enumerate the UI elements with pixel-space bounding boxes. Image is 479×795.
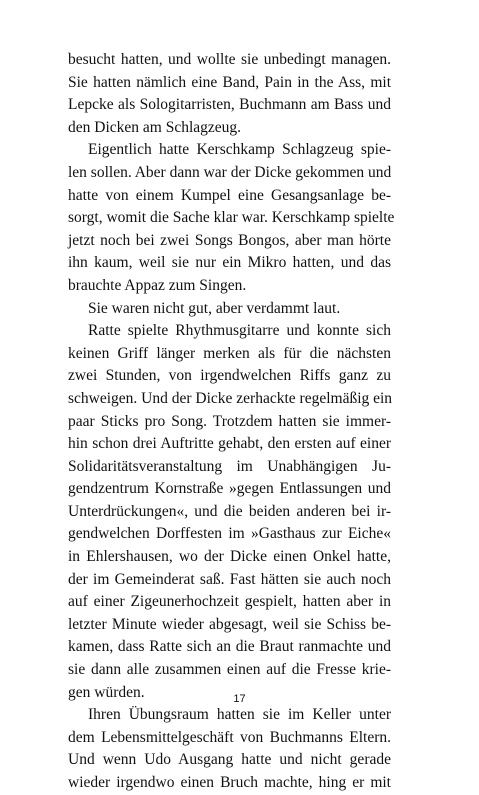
text-line: den Dicken am Schlagzeug.: [68, 118, 242, 136]
text-line: Und wenn Udo Ausgang hatte und nicht gerade: [68, 751, 391, 769]
text-line: auf einer Zigeunerhochzeit gespielt, hatten aber in: [68, 593, 391, 611]
text-line: Sie waren nicht gut, aber verdammt laut.: [88, 299, 341, 317]
text-line: sorgt, womit die Sache klar war. Kerschkamp spielte: [68, 209, 395, 227]
paragraph: [68, 704, 391, 794]
text-line: hatte von einem Kumpel eine Gesangsanlage be-: [68, 186, 391, 204]
text-line: kamen, dass Ratte sich an die Braut ranmachte und: [68, 638, 391, 656]
text-line: der im Gemeinderat saß. Fast hätten sie auch noch: [68, 570, 391, 588]
text-line: Unterdrückungen«, und die beiden anderen bei ir-: [68, 502, 391, 520]
paragraph: [68, 139, 395, 297]
text-line: Lepcke als Sologitarristen, Buchmann am Bass und: [68, 96, 391, 114]
text-line: brauchte Appaz zum Singen.: [68, 276, 247, 294]
page-body: [68, 49, 395, 795]
paragraph: [68, 298, 391, 321]
text-line: paar Sticks pro Song. Trotzdem hatten sie immer-: [68, 412, 391, 430]
text-line: Ratte spielte Rhythmusgitarre und konnte sich: [88, 322, 391, 340]
text-line: Eigentlich hatte Kerschkamp Schlagzeug spie-: [88, 141, 391, 159]
page-number: 17: [233, 693, 246, 705]
text-line: wieder irgendwo einen Bruch machte, hing er mit: [68, 774, 391, 791]
text-line: jetzt noch bei zwei Songs Bongos, aber man hörte: [68, 231, 391, 249]
text-line: in Ehlershausen, wo der Dicke einen Onkel hatte,: [68, 548, 391, 566]
text-line: schweigen. Und der Dicke zerhackte regelmäßig ein: [68, 389, 393, 407]
text-line: dem Lebensmittelgeschäft von Buchmanns Eltern.: [68, 728, 391, 746]
text-line: gendwelchen Dorffesten im »Gasthaus zur Eiche«: [68, 525, 391, 543]
text-line: len sollen. Aber dann war der Dicke gekommen und: [68, 163, 392, 181]
text-line: Sie hatten nämlich eine Band, Pain in the Ass, mit: [68, 73, 391, 91]
text-line: gen würden.: [68, 683, 145, 701]
paragraph: [68, 49, 391, 139]
text-line: besucht hatten, und wollte sie unbedingt managen.: [68, 51, 391, 68]
text-line: sie dann alle zusammen einen auf die Fresse krie-: [68, 661, 391, 679]
text-line: hin schon drei Auftritte gehabt, den ersten auf einer: [68, 435, 391, 453]
text-line: Solidaritätsveranstaltung im Unabhängigen Ju-: [68, 457, 391, 475]
text-line: ihn kaum, weil sie nur ein Mikro hatten, und das: [68, 254, 391, 272]
text-line: gendzentrum Kornstraße »gegen Entlassungen und: [68, 480, 391, 498]
text-line: Ihren Übungsraum hatten sie im Keller unter: [88, 706, 391, 724]
text-line: keinen Griff länger merken als für die nächsten: [68, 344, 391, 362]
paragraph: [68, 320, 391, 704]
text-line: zwei Stunden, von irgendwelchen Riffs ganz zu: [68, 367, 391, 385]
text-line: letzter Minute wieder abgesagt, weil sie Schiss be-: [68, 615, 391, 633]
